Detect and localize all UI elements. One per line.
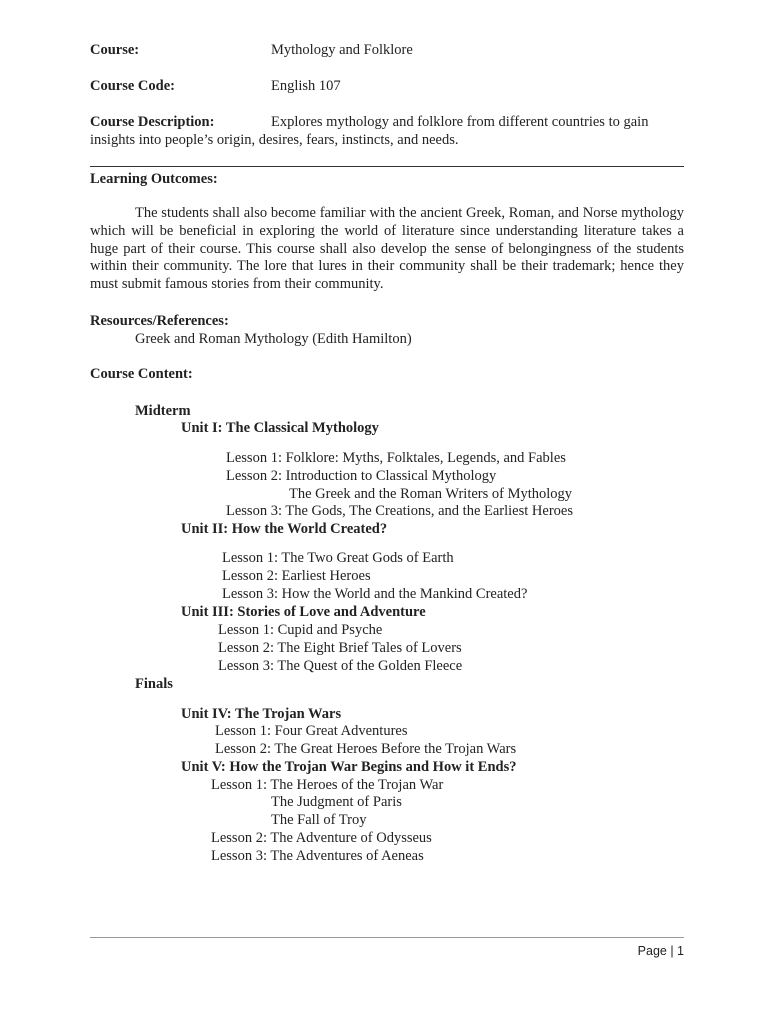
learning-outcomes-text: The students shall also become familiar with the ancient Greek, Roman, and Norse mythology which will be beneficial in exploring the world of literature since understanding literature takes a huge part of their course. This course shall also develop the sense of belongingness of the students within their community. The lore that lures in their community shall be their trademark; hence they must submit famous stories from their community.: [90, 205, 684, 293]
footer-divider: [90, 937, 684, 938]
resources-heading: Resources/References:: [90, 313, 229, 329]
finals-heading: Finals: [135, 676, 173, 692]
midterm-heading: Midterm: [135, 403, 191, 419]
page-number: Page | 1: [637, 944, 684, 958]
learning-outcomes-heading: Learning Outcomes:: [90, 171, 218, 187]
unit4-lesson2: Lesson 2: The Great Heroes Before the Trojan Wars: [215, 741, 517, 757]
course-description-label: Course Description:: [90, 114, 215, 130]
unit5-lesson3: Lesson 3: The Adventures of Aeneas: [211, 848, 424, 864]
unit1-lesson2: Lesson 2: Introduction to Classical Mythology: [226, 468, 497, 484]
course-code-label: Course Code:: [90, 78, 175, 94]
unit4-title: Unit IV: The Trojan Wars: [181, 706, 342, 722]
unit2-lesson1: Lesson 1: The Two Great Gods of Earth: [222, 550, 454, 566]
unit2-lesson2: Lesson 2: Earliest Heroes: [222, 568, 371, 584]
course-description-line1: Explores mythology and folklore from different countries to gain: [271, 114, 649, 130]
course-description-line2: insights into people’s origin, desires, fears, instincts, and needs.: [90, 132, 459, 148]
section-divider: [90, 166, 684, 167]
unit4-lesson1: Lesson 1: Four Great Adventures: [215, 723, 408, 739]
unit1-lesson2-sub: The Greek and the Roman Writers of Mythology: [289, 486, 573, 502]
unit3-title: Unit III: Stories of Love and Adventure: [181, 604, 426, 620]
learning-outcomes-paragraph: [90, 205, 684, 294]
unit5-lesson1-sub1: The Judgment of Paris: [271, 794, 402, 810]
unit5-title: Unit V: How the Trojan War Begins and How it Ends?: [181, 759, 517, 775]
unit3-lesson3: Lesson 3: The Quest of the Golden Fleece: [218, 658, 463, 674]
course-label: Course:: [90, 42, 140, 58]
course-code-value: English 107: [271, 78, 341, 94]
unit5-lesson1: Lesson 1: The Heroes of the Trojan War: [211, 777, 444, 793]
unit3-lesson2: Lesson 2: The Eight Brief Tales of Lovers: [218, 640, 462, 656]
course-value: Mythology and Folklore: [271, 42, 413, 58]
unit1-lesson1: Lesson 1: Folklore: Myths, Folktales, Legends, and Fables: [226, 450, 566, 466]
resource-item: Greek and Roman Mythology (Edith Hamilton): [135, 331, 412, 347]
unit2-lesson3: Lesson 3: How the World and the Mankind Created?: [222, 586, 528, 602]
unit1-lesson3: Lesson 3: The Gods, The Creations, and the Earliest Heroes: [226, 503, 573, 519]
unit2-title: Unit II: How the World Created?: [181, 521, 388, 537]
unit5-lesson2: Lesson 2: The Adventure of Odysseus: [211, 830, 432, 846]
course-content-heading: Course Content:: [90, 366, 193, 382]
unit3-lesson1: Lesson 1: Cupid and Psyche: [218, 622, 383, 638]
unit5-lesson1-sub2: The Fall of Troy: [271, 812, 367, 828]
unit1-title: Unit I: The Classical Mythology: [181, 420, 379, 436]
